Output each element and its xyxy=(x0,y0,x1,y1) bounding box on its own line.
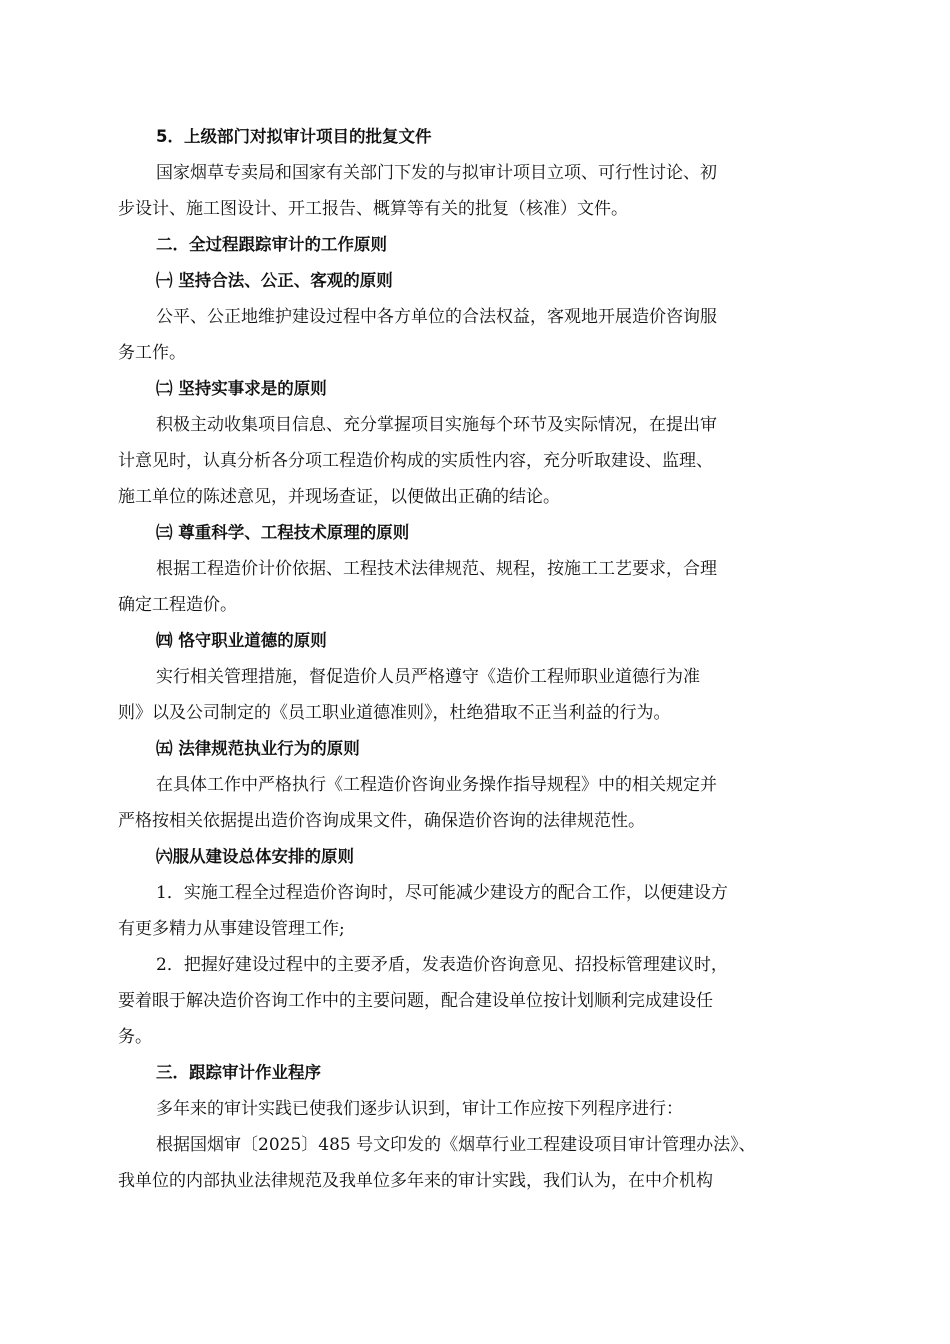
paragraph-line: 务。 xyxy=(118,1027,152,1047)
paragraph-line: 步设计、施工图设计、开工报告、概算等有关的批复（核准）文件。 xyxy=(118,199,628,219)
section-heading: ㈡ 坚持实事求是的原则 xyxy=(156,379,327,398)
section-heading: ㈣ 恪守职业道德的原则 xyxy=(156,631,327,650)
paragraph-line: 要着眼于解决造价咨询工作中的主要问题，配合建设单位按计划顺利完成建设任 xyxy=(118,991,713,1011)
paragraph-line: 在具体工作中严格执行《工程造价咨询业务操作指导规程》中的相关规定并 xyxy=(156,775,717,795)
paragraph-line: 则》以及公司制定的《员工职业道德准则》，杜绝猎取不正当利益的行为。 xyxy=(118,703,671,723)
paragraph-line: 积极主动收集项目信息、充分掌握项目实施每个环节及实际情况，在提出审 xyxy=(156,415,717,435)
paragraph-line: 施工单位的陈述意见，并现场查证，以便做出正确的结论。 xyxy=(118,487,560,507)
paragraph-line: 我单位的内部执业法律规范及我单位多年来的审计实践，我们认为，在中介机构 xyxy=(118,1171,713,1191)
paragraph-line: 2．把握好建设过程中的主要矛盾，发表造价咨询意见、招投标管理建议时， xyxy=(156,955,728,975)
document-body xyxy=(118,119,818,1199)
paragraph-line: 确定工程造价。 xyxy=(118,595,237,615)
section-heading: ㈥服从建设总体安排的原则 xyxy=(156,847,354,866)
paragraph-line: 根据工程造价计价依据、工程技术法律规范、规程，按施工工艺要求，合理 xyxy=(156,559,717,579)
paragraph-line: 严格按相关依据提出造价咨询成果文件，确保造价咨询的法律规范性。 xyxy=(118,811,645,831)
section-heading: ㈤ 法律规范执业行为的原则 xyxy=(156,739,360,758)
paragraph-line: 计意见时，认真分析各分项工程造价构成的实质性内容，充分听取建设、监理、 xyxy=(118,451,713,471)
section-heading: 二．全过程跟踪审计的工作原则 xyxy=(156,235,387,254)
section-heading: 5．上级部门对拟审计项目的批复文件 xyxy=(156,127,432,146)
paragraph-line: 务工作。 xyxy=(118,343,186,363)
paragraph-line: 有更多精力从事建设管理工作; xyxy=(118,919,345,939)
paragraph-line: 多年来的审计实践已使我们逐步认识到，审计工作应按下列程序进行： xyxy=(156,1099,683,1119)
paragraph-line: 根据国烟审〔2025〕485 号文印发的《烟草行业工程建设项目审计管理办法》、 xyxy=(156,1135,756,1155)
section-heading: ㈢ 尊重科学、工程技术原理的原则 xyxy=(156,523,410,542)
section-heading: 三．跟踪审计作业程序 xyxy=(156,1063,321,1082)
paragraph-line: 实行相关管理措施，督促造价人员严格遵守《造价工程师职业道德行为准 xyxy=(156,667,700,687)
paragraph-line: 公平、公正地维护建设过程中各方单位的合法权益，客观地开展造价咨询服 xyxy=(156,307,717,327)
section-heading: ㈠ 坚持合法、公正、客观的原则 xyxy=(156,271,393,290)
paragraph-line: 国家烟草专卖局和国家有关部门下发的与拟审计项目立项、可行性讨论、初 xyxy=(156,163,717,183)
paragraph-line: 1．实施工程全过程造价咨询时，尽可能减少建设方的配合工作，以便建设方 xyxy=(156,883,728,903)
